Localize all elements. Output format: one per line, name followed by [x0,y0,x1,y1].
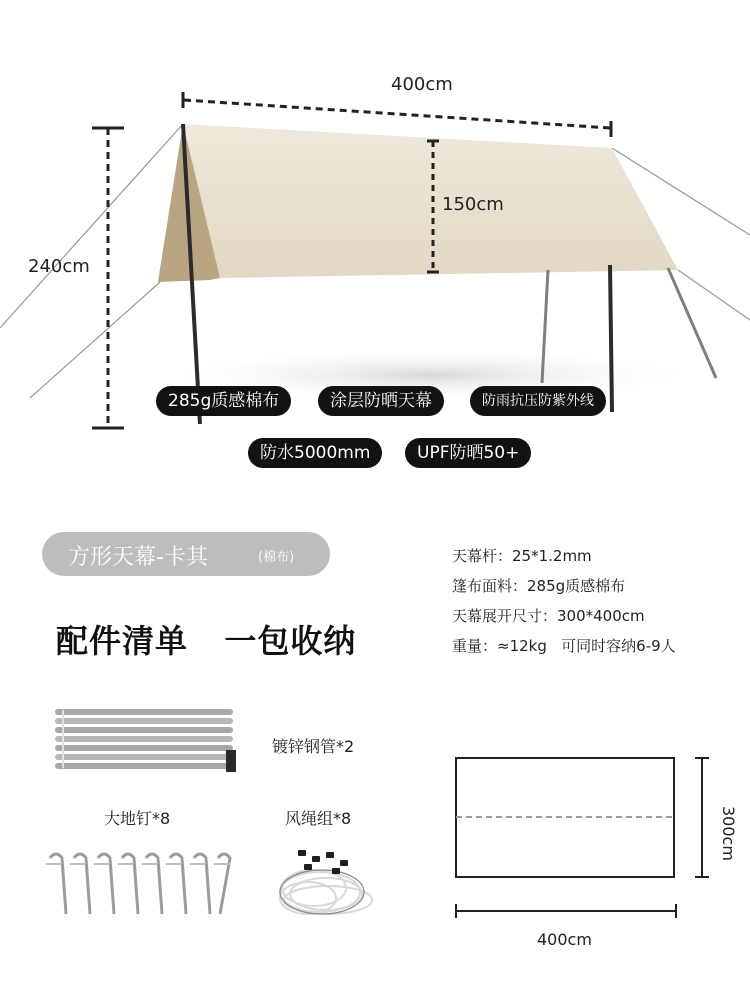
product-material: (棉布) [258,550,295,565]
ropes-label: 风绳组*8 [285,809,352,828]
feature-pill: 涂层防晒天幕 [318,386,444,416]
floor-height-label: 300cm [719,806,738,861]
floor-plan-diagram [440,748,740,928]
tent-inner-label: 150cm [442,194,504,215]
poles-label: 镀锌钢管*2 [272,737,355,756]
spec-line: 天幕杆：25*1.2mm [452,547,592,565]
steel-poles-image [54,704,240,774]
spec-line: 重量：≈12kg 可同时容纳6-9人 [452,637,676,655]
product-name: 方形天幕-卡其 [68,545,208,570]
rope-set-image [270,842,382,922]
floor-width-label: 400cm [537,930,592,949]
floor-height-dimension [695,758,709,877]
feature-pill: 285g质感棉布 [156,386,291,416]
feature-pill: UPF防晒50+ [405,438,531,468]
spec-line: 篷布面料：285g质感棉布 [452,577,626,595]
tent-canvas [183,124,678,278]
product-tag [42,532,330,576]
tent-width-label: 400cm [391,74,453,95]
feature-pill: 防雨抗压防紫外线 [470,386,606,416]
spec-line: 天幕展开尺寸：300*400cm [452,607,645,625]
floor-width-dimension [456,904,676,918]
stakes-label: 大地钉*8 [104,809,171,828]
height-dimension-line [92,128,124,428]
width-dimension-line [184,100,610,128]
accessories-heading: 配件清单 一包收纳 [56,622,357,660]
feature-pill: 防水5000mm [248,438,382,468]
ground-stakes-image [44,850,234,918]
tent-height-label: 240cm [28,256,90,277]
